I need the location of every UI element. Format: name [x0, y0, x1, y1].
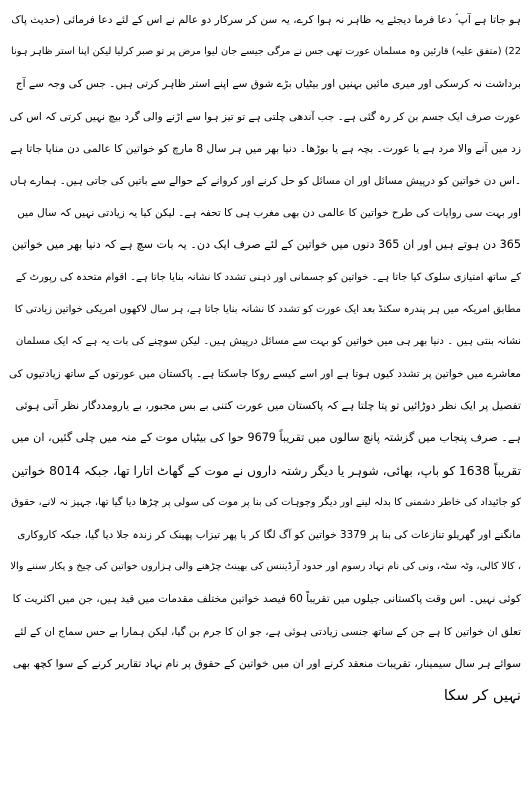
text-line: کے ساتھ امتیازی سلوک کیا جاتا ہے۔ خواتین کو جسمانی اور ذہنی تشدد کا نشانہ بنایا جاتا ہے۔ اقوام متحدہ کی رپورٹ کے [15, 271, 521, 283]
text-line: زد میں آنے والا مرد ہے یا عورت۔ بچہ ہے یا بوڑھا۔ دنیا بھر میں ہر سال 8 مارچ کو خواتین کا عالمی دن منایا جاتا ہے [10, 142, 521, 155]
text-line: تعلق ان خواتین کا ہے جن کے ساتھ جنسی زیادتی ہوئی ہے، جو ان کا جرم بن گیا، لیکن ہمارا بے حس سماج ان کے لئے [14, 625, 521, 638]
text-line: اور بہت سی روایات کی طرح خواتین کا عالمی دن بھی مغرب ہی کا تحفہ ہے۔ لیکن کیا یہ زیادتی نہیں کہ سال میں [17, 207, 521, 220]
text-line: ہو جاتا ہے آپ ؐ دعا فرما دیجئے یہ ظاہر نہ ہوا کرے، یہ سن کر سرکار دو عالم نے اس کے لئے دعا فرمائی (حدیث پاک [11, 14, 521, 26]
text-line: تفصیل پر ایک نظر دوڑائیں تو پتا چلتا ہے کہ پاکستان میں عورت کتنی بے بس مجبور، بے یارومددگار نظر آتی ہوئی [15, 399, 521, 413]
text-line: ، کالا کالی، وٹہ سٹہ، ونی کی نام نہاد رسوم اور حدود آرڈیننس کی بھینٹ چڑھنے والی ہزاروں خواتین کی چیخ و پکار سننے والا [10, 561, 521, 573]
text-line: 22) (متفق علیہ) قارئین وہ مسلمان عورت تھی جس نے مرگی جیسے جان لیوا مرض پر تو صبر کرلیا لیکن اپنا استر ظاہر ہونا [10, 46, 521, 58]
text-line: مانگنے اور گھریلو تنازعات کی بنا پر 3379 خواتین کو آگ لگا کر یا پھر تیزاب پھینک کر زندہ جلا دیا گیا، جبکہ کاروکاری [17, 529, 521, 541]
text-line: نہیں کر سکا [443, 686, 521, 704]
text-line: نشانہ بنتی ہیں ۔ دنیا بھر ہی میں خواتین کو بہت سے مسائل درپیش ہیں۔ لیکن سوچنے کی بات یہ ہے کہ ایک مسلمان [15, 335, 521, 347]
text-line: عورت صرف ایک جسم بن کر رہ گئی ہے۔ جب آندھی چلتی ہے تو تیز ہوا سے اڑنے والی گرد بیچ نہیں کرتی کہ اس کی [9, 110, 521, 123]
text-line: سوائے ہر سال سیمینار، تقریبات منعقد کرنے اور ان میں خواتین کے حقوق پر نام نہاد تقاریر کرنے کے سوا کچھ بھی [12, 656, 521, 670]
text-line: کو جائیداد کی خاطر دشمنی کا بدلہ لینے اور دیگر وجوہات کی بنا پر موت کی سولی پر چڑھا دیا گیا تھا، جہیز نہ لانے، حقوق [11, 496, 521, 508]
text-line: تقریباً 1638 کو باپ، بھائی، شوہر یا دیگر رشتہ داروں نے موت کے گھاٹ اتارا تھا، جبکہ 8014 خواتین [11, 463, 521, 478]
text-line: ۔اس دن خواتین کو درپیش مسائل اور ان مسائل کو حل کرنے اور کروانے کے حوالے سے باتیں کی جاتی ہیں۔ ہمارے ہاں [9, 174, 521, 187]
text-line: برداشت نہ کرسکی اور میری مائیں بہنیں اور بیٹیاں بڑے شوق سے اپنے استر ظاہر کرتی ہیں۔ جس کی وجہ سے آج [15, 78, 521, 91]
text-line: 365 دن ہوتے ہیں اور ان 365 دنوں میں خواتین کے لئے صرف ایک دن۔ یہ بات سچ ہے کہ دنیا بھر میں خواتین [12, 238, 521, 252]
text-line: ہے۔ صرف پنجاب میں گزشتہ پانچ سالوں میں تقریباً 9679 حوا کی بیٹیاں موت کے منہ میں چلی گئیں، ان میں [11, 431, 521, 445]
text-line: معاشرے میں خواتین پر تشدد کیوں ہوتا ہے اور اسے کیسے روکا جاسکتا ہے۔ پاکستان میں عورتوں کے ساتھ زیادتیوں کی [9, 368, 521, 381]
text-line: مطابق امریکہ میں ہر پندرہ سکنڈ بعد ایک عورت کو تشدد کا نشانہ بنایا جاتا ہے، ہر سال لاکھوں امریکی خواتین زیادتی کا [14, 303, 521, 315]
text-line: کوئی نہیں۔ اس وقت پاکستانی جیلوں میں تقریباً 60 فیصد خواتین مختلف مقدمات میں قید ہیں، جن میں اکثریت کا [12, 593, 521, 606]
article-text [8, 4, 521, 712]
